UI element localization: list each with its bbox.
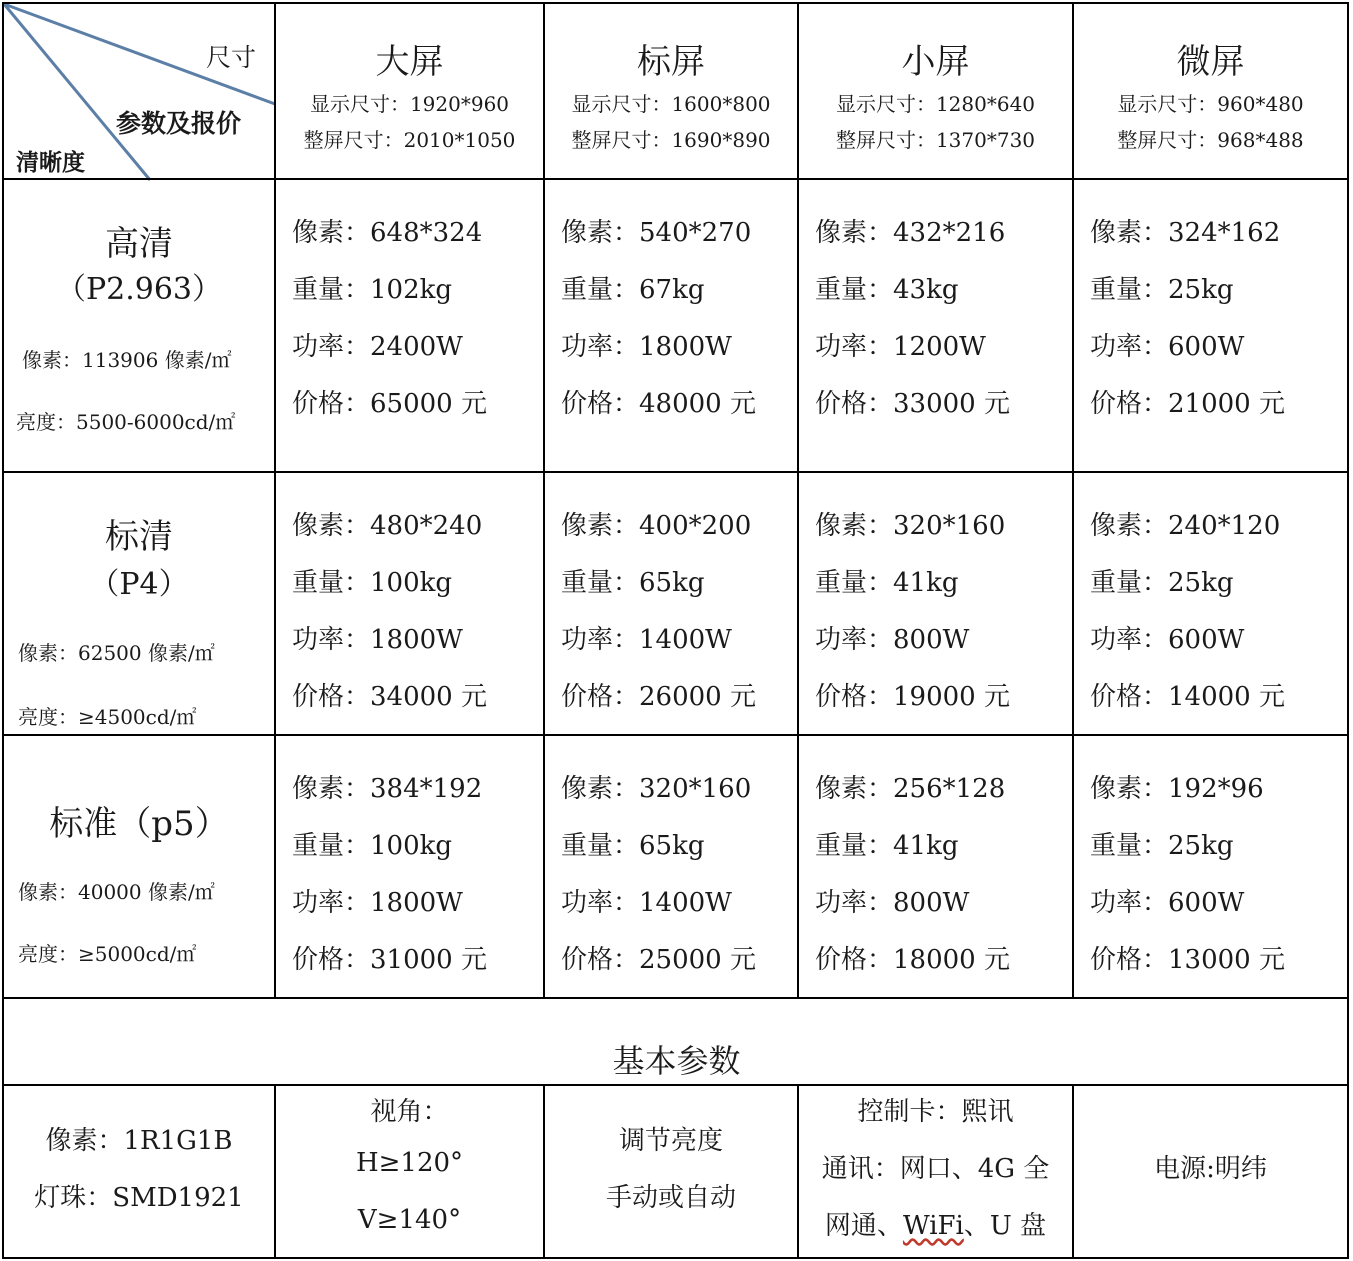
basic-control-cell [799, 1086, 1072, 1257]
spec-pixels: 像素：320*160 [561, 774, 752, 804]
spec-power: 功率：1200W [815, 332, 986, 362]
spec-price: 价格：13000 元 [1090, 945, 1285, 975]
spec-cell [799, 180, 1072, 471]
basic-pixel: 像素：1R1G1B [45, 1126, 233, 1156]
spec-cell [545, 180, 797, 471]
grade-sub: （P2.963） [55, 272, 223, 307]
size-display: 显示尺寸：1280*640 [835, 92, 1036, 116]
spec-price: 价格：25000 元 [561, 945, 756, 975]
basic-comm-2 [799, 1205, 1072, 1242]
basic-lamp: 灯珠：SMD1921 [34, 1183, 244, 1213]
grade-pixel-density: 像素：62500 像素/㎡ [18, 641, 215, 665]
header-size-micro [1074, 4, 1347, 178]
basic-comm-2a: 网通、 [824, 1211, 903, 1241]
spec-cell [276, 473, 543, 734]
spec-power: 功率：1800W [292, 625, 463, 655]
spec-pixels: 像素：256*128 [815, 774, 1006, 804]
spec-weight: 重量：41kg [815, 831, 959, 861]
grade-sd [4, 473, 274, 734]
spec-price: 价格：14000 元 [1090, 682, 1285, 712]
grade-standard [4, 736, 274, 997]
spec-power: 功率：1400W [561, 625, 732, 655]
spec-weight: 重量：65kg [561, 568, 705, 598]
basic-brightness-adj: 调节亮度 [618, 1126, 723, 1156]
spec-pixels: 像素：240*120 [1090, 511, 1281, 541]
grade-brightness: 亮度：5500-6000cd/㎡ [16, 410, 236, 434]
spec-pixels: 像素：540*270 [561, 218, 752, 248]
spec-cell [545, 473, 797, 734]
spec-weight: 重量：41kg [815, 568, 959, 598]
grade-name: 高清 [105, 224, 173, 264]
spec-power: 功率：1800W [292, 888, 463, 918]
spec-weight: 重量：67kg [561, 275, 705, 305]
size-full: 整屏尺寸：1370*730 [835, 128, 1036, 152]
spec-cell [799, 736, 1072, 997]
spec-weight: 重量：25kg [1090, 831, 1234, 861]
corner-size-label: 尺寸 [206, 43, 257, 72]
basic-angle-h: H≥120° [355, 1148, 464, 1178]
spec-cell [276, 736, 543, 997]
basic-angle-v: V≥140° [357, 1205, 462, 1235]
spec-weight: 重量：65kg [561, 831, 705, 861]
grade-hd [4, 180, 274, 471]
size-display: 显示尺寸：1920*960 [309, 92, 510, 116]
spec-cell [1074, 180, 1347, 471]
size-full: 整屏尺寸：1690*890 [571, 128, 771, 152]
spec-power: 功率：600W [1090, 888, 1245, 918]
size-display: 显示尺寸：960*480 [1117, 92, 1304, 116]
spec-power: 功率：800W [815, 888, 970, 918]
spec-cell [1074, 736, 1347, 997]
grade-brightness: 亮度：≥4500cd/㎡ [18, 705, 197, 729]
spec-power: 功率：800W [815, 625, 970, 655]
spec-price: 价格：34000 元 [292, 682, 487, 712]
spec-cell [799, 473, 1072, 734]
basic-comm-1: 通讯：网口、4G 全 [821, 1154, 1050, 1184]
size-name: 大屏 [375, 42, 444, 82]
spec-price: 价格：65000 元 [292, 389, 487, 419]
size-display: 显示尺寸：1600*800 [571, 92, 771, 116]
grade-sub: （P4） [89, 567, 189, 602]
spec-weight: 重量：25kg [1090, 568, 1234, 598]
spec-power: 功率：600W [1090, 625, 1245, 655]
spec-pixels: 像素：320*160 [815, 511, 1006, 541]
size-full: 整屏尺寸：2010*1050 [303, 128, 516, 152]
grade-brightness: 亮度：≥5000cd/㎡ [18, 942, 197, 966]
basic-control-card: 控制卡：熙讯 [857, 1097, 1014, 1127]
spec-power: 功率：2400W [292, 332, 463, 362]
spec-cell [1074, 473, 1347, 734]
grid-line [2, 997, 1349, 999]
grade-pixel-density: 像素：40000 像素/㎡ [18, 880, 215, 904]
spec-power: 功率：1800W [561, 332, 732, 362]
basic-power-cell [1074, 1086, 1347, 1257]
basic-angle-label: 视角： [370, 1097, 449, 1127]
corner-params-label: 参数及报价 [116, 109, 242, 138]
spec-pixels: 像素：648*324 [292, 218, 483, 248]
spec-weight: 重量：25kg [1090, 275, 1234, 305]
size-full: 整屏尺寸：968*488 [1117, 128, 1304, 152]
grade-name: 标清 [105, 517, 173, 557]
size-name: 微屏 [1176, 42, 1245, 82]
spec-power: 功率：1400W [561, 888, 732, 918]
spec-price: 价格：31000 元 [292, 945, 487, 975]
basic-brightness-cell [545, 1086, 797, 1257]
spec-price: 价格：19000 元 [815, 682, 1010, 712]
basic-comm-wifi: WiFi [902, 1211, 964, 1241]
spec-pixels: 像素：324*162 [1090, 218, 1281, 248]
spec-pixels: 像素：384*192 [292, 774, 483, 804]
spec-weight: 重量：102kg [292, 275, 453, 305]
spec-price: 价格：48000 元 [561, 389, 756, 419]
spec-power: 功率：600W [1090, 332, 1245, 362]
grade-pixel-density: 像素：113906 像素/㎡ [22, 348, 232, 372]
spec-price: 价格：21000 元 [1090, 389, 1285, 419]
basic-brightness-mode: 手动或自动 [605, 1183, 736, 1213]
spec-cell [545, 736, 797, 997]
spec-pixels: 像素：480*240 [292, 511, 483, 541]
header-size-standard [545, 4, 797, 178]
basic-pixel-cell [4, 1086, 274, 1257]
grid-line [2, 1257, 1349, 1259]
spec-price: 价格：26000 元 [561, 682, 756, 712]
header-size-small [799, 4, 1072, 178]
basic-power: 电源:明纬 [1154, 1154, 1267, 1184]
spec-pixels: 像素：400*200 [561, 511, 752, 541]
spec-pixels: 像素：192*96 [1090, 774, 1264, 804]
size-name: 小屏 [901, 42, 970, 82]
spec-price: 价格：33000 元 [815, 389, 1010, 419]
basic-angle-cell [276, 1086, 543, 1257]
spec-weight: 重量：100kg [292, 568, 453, 598]
spec-cell [276, 180, 543, 471]
header-size-large [276, 4, 543, 178]
basic-comm-2c: 、U 盘 [963, 1211, 1047, 1241]
spec-weight: 重量：43kg [815, 275, 959, 305]
basic-params-title: 基本参数 [612, 1042, 741, 1080]
spec-weight: 重量：100kg [292, 831, 453, 861]
spec-pixels: 像素：432*216 [815, 218, 1006, 248]
corner-clarity-label: 清晰度 [16, 150, 85, 176]
spec-price: 价格：18000 元 [815, 945, 1010, 975]
grade-name: 标准（p5） [49, 804, 229, 844]
size-name: 标屏 [637, 42, 705, 82]
